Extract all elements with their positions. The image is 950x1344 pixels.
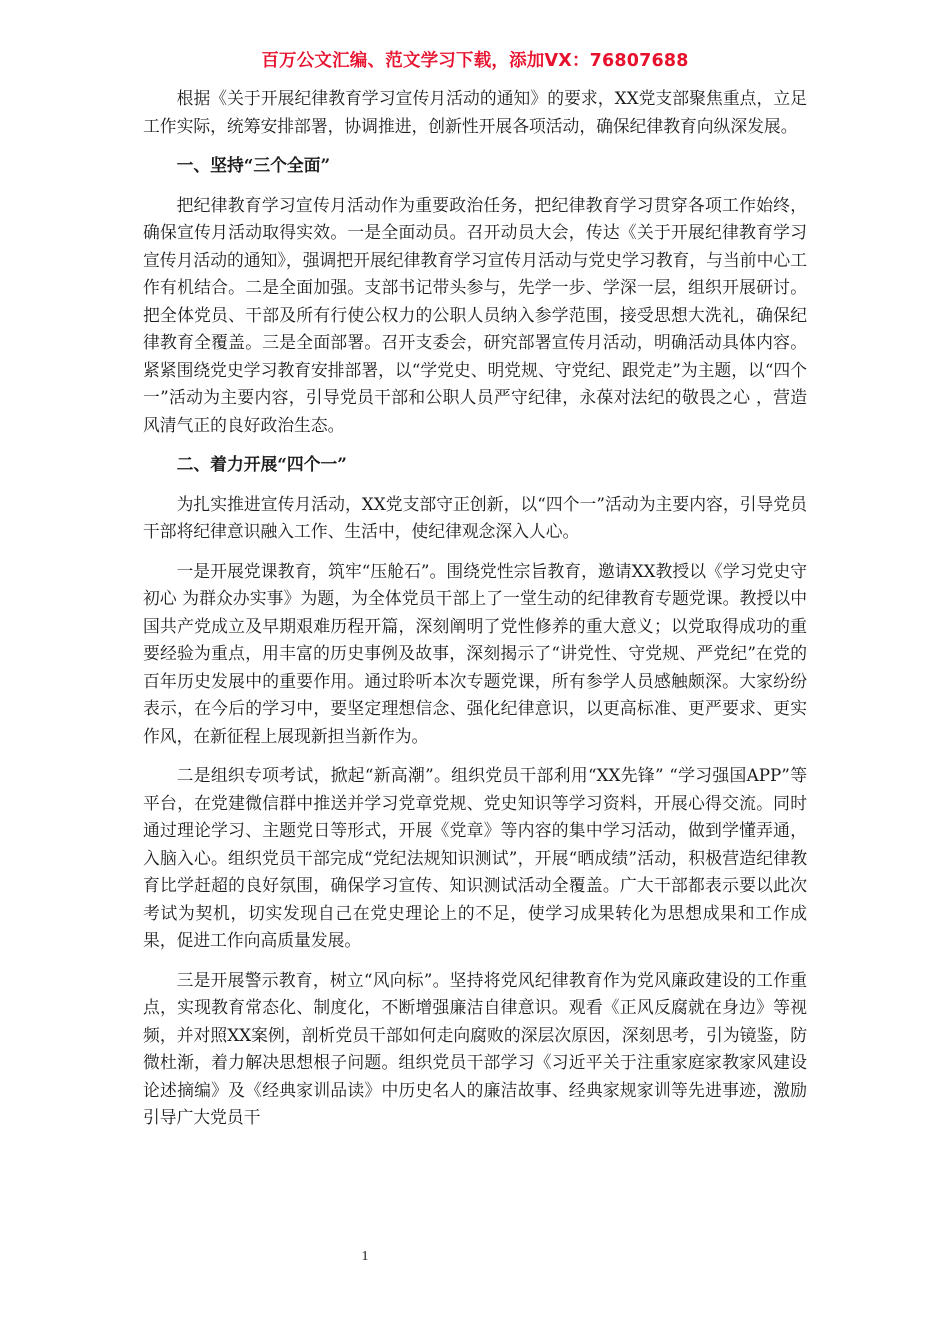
section-heading-one: 一、坚持“三个全面” xyxy=(176,155,331,175)
section-heading-two: 二、着力开展“四个一” xyxy=(176,454,347,474)
intro-paragraph: 根据《关于开展纪律教育学习宣传月活动的通知》的要求，XX党支部聚焦重点，立足工作实际，统筹安排部署，协调推进，创新性开展各项活动，确保纪律教育向纵深发展。 xyxy=(143,88,807,136)
item-one-paragraph: 一是开展党课教育，筑牢“压舱石”。围绕党性宗旨教育，邀请XX教授以《学习党史守初心 为群众办实事》为题，为全体党员干部上了一堂生动的纪律教育专题党课。教授以中国共产党成立及早期艰难历程开篇，深刻阐明了党性修养的重大意义；以党取得成功的重要经验为重点，用丰富的历史事例及故事，深刻揭示了“讲党性、守党规、严党纪”在党的百年历史发展中的重要作用。通过聆听本次专题党课，所有参学人员感触颇深。大家纷纷表示，在今后的学习中，要坚定理想信念、强化纪律意识，以更高标准、更严要求、更实作风，在新征程上展现新担当新作为。 xyxy=(143,560,807,746)
watermark-banner: 百万公文汇编、范文学习下载，添加VX：76807688 xyxy=(261,51,689,71)
page-number: 1 xyxy=(361,1249,369,1264)
section-two-intro-paragraph: 为扎实推进宣传月活动，XX党支部守正创新，以“四个一”活动为主要内容，引导党员干部将纪律意识融入工作、生活中，使纪律观念深入人心。 xyxy=(143,493,807,541)
section-one-paragraph: 把纪律教育学习宣传月活动作为重要政治任务，把纪律教育学习贯穿各项工作始终，确保宣传月活动取得实效。一是全面动员。召开动员大会，传达《关于开展纪律教育学习宣传月活动的通知》，强调把开展纪律教育学习宣传月活动与党史学习教育，与当前中心工作有机结合。二是全面加强。支部书记带头参与，先学一步、学深一层，组织开展研讨。把全体党员、干部及所有行使公权力的公职人员纳入参学范围，接受思想大洗礼，确保纪律教育全覆盖。三是全面部署。召开支委会，研究部署宣传月活动，明确活动具体内容。紧紧围绕党史学习教育安排部署，以“学党史、明党规、守党纪、跟党走”为主题，以“四个一”活动为主要内容，引导党员干部和公职人员严守纪律，永葆对法纪的敬畏之心 ，营造风清气正的良好政治生态。 xyxy=(143,194,807,435)
item-two-paragraph: 二是组织专项考试，掀起“新高潮”。组织党员干部利用“XX先锋” “学习强国APP”等平台，在党建微信群中推送并学习党章党规、党史知识等学习资料，开展心得交流。同时通过理论学习、主题党日等形式，开展《党章》等内容的集中学习活动，做到学懂弄通，入脑入心。组织党员干部完成“党纪法规知识测试”，开展“晒成绩”活动，积极营造纪律教育比学赶超的良好氛围，确保学习宣传、知识测试活动全覆盖。广大干部都表示要以此次考试为契机，切实发现自己在党史理论上的不足，使学习成果转化为思想成果和工作成果，促进工作向高质量发展。 xyxy=(143,765,807,950)
item-three-paragraph: 三是开展警示教育，树立“风向标”。坚持将党风纪律教育作为党风廉政建设的工作重点，实现教育常态化、制度化，不断增强廉洁自律意识。观看《正风反腐就在身边》等视频，并对照XX案例，剖析党员干部如何走向腐败的深层次原因，深刻思考，引为镜鉴，防微杜渐，着力解决思想根子问题。组织党员干部学习《习近平关于注重家庭家教家风建设论述摘编》及《经典家训品读》中历史名人的廉洁故事、经典家规家训等先进事迹，激励引导广大党员干 xyxy=(143,969,807,1127)
document-body xyxy=(143,85,807,1144)
